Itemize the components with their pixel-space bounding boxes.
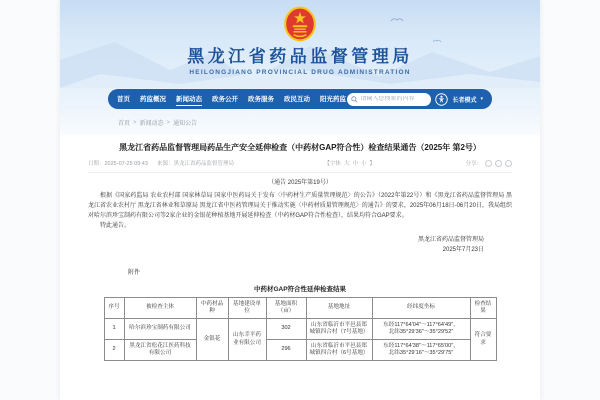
accessibility-icon[interactable] bbox=[435, 93, 448, 106]
main-navigation bbox=[108, 89, 492, 109]
share-icon[interactable] bbox=[485, 160, 492, 167]
article-title: 黑龙江省药品监督管理局药品生产安全延伸检查（中药材GAP符合性）检查结果通告（2025年 第2号） bbox=[119, 143, 481, 152]
cell-coordinates bbox=[372, 319, 470, 340]
coordinates-latitude: 北纬35°29′36″～35°29′52″ bbox=[388, 329, 454, 335]
font-size-suffix: 】 bbox=[369, 161, 375, 167]
search-input[interactable] bbox=[360, 96, 426, 102]
meta-date-source bbox=[88, 159, 234, 167]
publish-source: 来源：黑龙江省药品监督管理局 bbox=[156, 161, 234, 167]
coordinates-latitude: 北纬35°29′16″～35°29′75″ bbox=[388, 350, 454, 356]
font-size-prefix: 【字体 bbox=[324, 161, 341, 167]
col-header-builder: 基地建设单位 bbox=[228, 298, 266, 319]
col-header-variety: 中药材品种 bbox=[196, 298, 228, 319]
breadcrumb-news[interactable]: 新闻动态 bbox=[139, 121, 164, 127]
nav-item-gov-service[interactable]: 政务服务 bbox=[248, 95, 274, 103]
breadcrumb-separator: > bbox=[133, 119, 137, 126]
cell-no: 2 bbox=[104, 340, 124, 361]
article-paragraph: 根据《国家药监局 农业农村部 国家林草局 国家中医药局关于发布〈中药材生产质量管理规范〉的公告》（2022年第22号）和《黑龙江省药品监督管理局 黑龙江省农业农村厅 黑龙江省林业和草原局 黑龙江省中医药管理局关于推动实施〈中药材质量管理规范〉的通告》的要求，2025年06月18日-06月20日，我局组织对哈尔滨珍宝制药有限公司等2家企业的金银花种植基地开展延伸检查（中药材GAP符合性检查），结果均符合GAP要求。 bbox=[88, 193, 512, 219]
share-icon[interactable] bbox=[495, 160, 502, 167]
cell-no: 1 bbox=[104, 319, 124, 340]
nav-items bbox=[117, 93, 346, 106]
col-header-no: 序号 bbox=[104, 298, 124, 319]
col-header-entity: 被检查主体 bbox=[124, 298, 196, 319]
nav-item-home[interactable]: 首页 bbox=[117, 95, 130, 103]
meta-divider bbox=[88, 172, 512, 173]
font-size-small-button[interactable]: 小 bbox=[360, 161, 367, 167]
table-header-row bbox=[104, 298, 496, 319]
share-controls bbox=[465, 159, 512, 167]
nav-right-tools bbox=[347, 93, 483, 106]
attachment-label[interactable]: 附件 bbox=[128, 270, 141, 276]
signature-agency: 黑龙江省药品监督管理局 bbox=[417, 237, 484, 243]
website-frame bbox=[60, 0, 540, 400]
col-header-result: 检查结果 bbox=[470, 298, 496, 319]
share-icon[interactable] bbox=[505, 160, 512, 167]
cell-entity: 哈尔滨珍宝制药有限公司 bbox=[124, 319, 196, 340]
nav-strip bbox=[60, 88, 540, 110]
signature-date: 2025年7月23日 bbox=[442, 247, 484, 253]
cell-address: 山东省临沂市平邑县郑城镇四合村（6号基地） bbox=[306, 340, 372, 361]
cell-coordinates bbox=[372, 340, 470, 361]
nav-item-overview[interactable]: 药监概况 bbox=[140, 95, 166, 103]
elder-mode-button[interactable]: 长者模式 bbox=[452, 97, 477, 104]
col-header-address: 基地地址 bbox=[306, 298, 372, 319]
site-banner bbox=[60, 0, 540, 88]
font-size-medium-button[interactable]: 中 bbox=[352, 161, 358, 167]
table-row bbox=[104, 340, 496, 361]
nav-item-gov-info[interactable]: 政务公开 bbox=[212, 95, 238, 103]
chevron-down-icon: ▾ bbox=[480, 96, 483, 102]
cell-entity: 黑龙江省松花江医药科技有限公司 bbox=[124, 340, 196, 361]
nav-item-news[interactable]: 新闻动态 bbox=[176, 93, 202, 106]
breadcrumb-notices[interactable]: 通知公告 bbox=[173, 121, 198, 127]
coordinates-longitude: 东经117°64′04″～117°64′49″， bbox=[383, 321, 459, 328]
notice-number: （通告 2025年第19号） bbox=[268, 180, 332, 186]
breadcrumb-separator: > bbox=[166, 119, 171, 126]
cell-address: 山东省临沂市平邑县郑城镇四合村（7号基地） bbox=[306, 319, 372, 340]
search-box[interactable] bbox=[347, 93, 431, 106]
col-header-area: 基地面积（亩） bbox=[266, 298, 306, 319]
nav-item-interaction[interactable]: 政民互动 bbox=[284, 95, 310, 103]
signature-block bbox=[88, 235, 512, 255]
font-size-large-button[interactable]: 大 bbox=[343, 161, 350, 167]
table-row bbox=[104, 319, 496, 340]
article-closing: 特此通告。 bbox=[100, 223, 131, 229]
search-icon bbox=[351, 96, 358, 103]
cell-result: 符合要求 bbox=[470, 319, 496, 361]
coordinates-longitude: 东经117°64′38″～117°65′00″， bbox=[383, 342, 459, 349]
breadcrumb-home[interactable]: 首页 bbox=[118, 121, 131, 127]
cell-builder: 山东幸平药业有限公司 bbox=[228, 319, 266, 361]
share-label: 分享： bbox=[465, 161, 482, 167]
inspection-result-table bbox=[104, 297, 497, 361]
nav-item-sunshine[interactable]: 阳光药监 bbox=[320, 95, 346, 103]
table-title: 中药材GAP符合性延伸检查结果 bbox=[253, 286, 347, 293]
publish-date: 日期：2025-07-25 09:43 bbox=[88, 161, 148, 167]
article-content bbox=[60, 135, 540, 361]
cell-variety: 金银花 bbox=[196, 319, 228, 361]
cell-area: 302 bbox=[266, 319, 306, 340]
breadcrumb bbox=[60, 110, 540, 135]
col-header-coordinates: 经纬度坐标 bbox=[372, 298, 470, 319]
site-title: 黑龙江省药品监督管理局 bbox=[187, 47, 413, 66]
national-emblem-icon bbox=[284, 6, 316, 42]
site-title-english: HEILONGJIANG PROVINCIAL DRUG ADMINISTRATION bbox=[189, 69, 411, 76]
font-size-controls bbox=[324, 159, 375, 167]
cell-area: 296 bbox=[266, 340, 306, 361]
article-meta bbox=[88, 159, 512, 167]
